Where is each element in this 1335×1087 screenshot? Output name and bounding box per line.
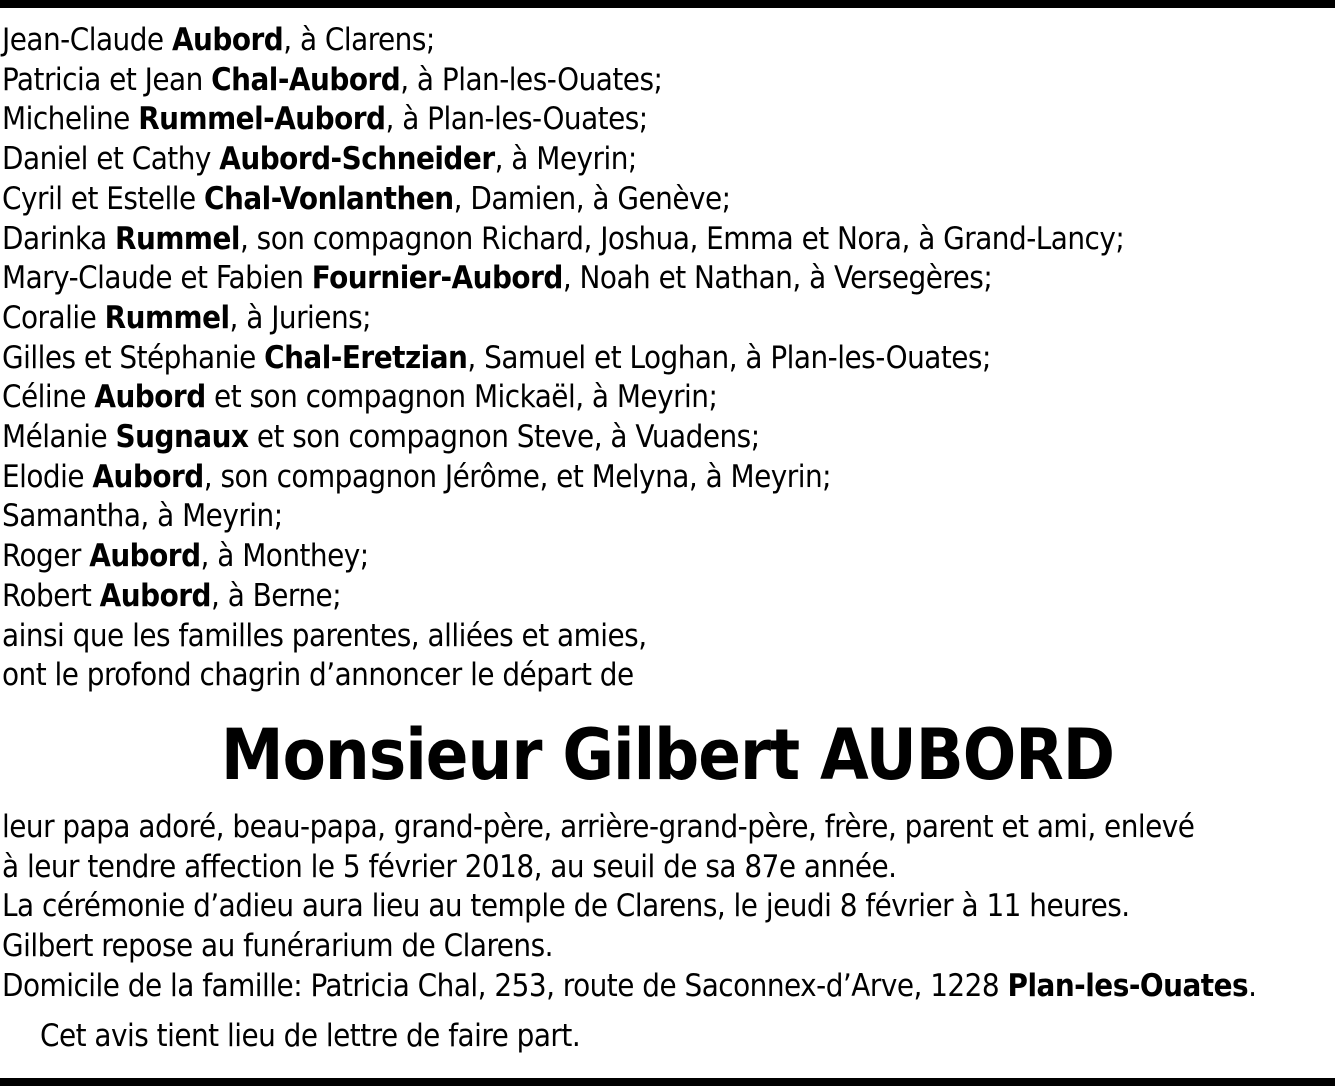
line-text: ainsi que les familles parentes, alliées et amies, (2, 617, 647, 654)
family-line (2, 418, 1333, 458)
family-name: Rummel (115, 220, 240, 257)
line-text: Jean-Claude (2, 22, 172, 58)
line-text: Robert (2, 577, 100, 614)
family-name: Chal-Vonlanthen (204, 180, 454, 217)
line-text: ont le profond chagrin d’annoncer le départ de (2, 657, 634, 694)
line-text: , son compagnon Richard, Joshua, Emma et Nora, à Grand-Lancy; (239, 220, 1125, 257)
family-line (2, 140, 1333, 180)
family-line (2, 259, 1333, 299)
line-text: Daniel et Cathy (2, 141, 220, 178)
notice-body (2, 808, 1333, 1007)
family-name: Chal-Aubord (211, 61, 401, 98)
line-text: Roger (2, 538, 90, 575)
family-line (2, 339, 1333, 379)
family-name: Aubord-Schneider (219, 141, 495, 178)
family-name: Chal-Eretzian (264, 339, 468, 376)
family-name: Fournier-Aubord (311, 260, 563, 297)
family-name: Rummel (104, 299, 230, 336)
line-text: , à Plan-les-Ouates; (400, 61, 663, 98)
line-text: Coralie (2, 299, 105, 336)
family-name: Sugnaux (115, 419, 249, 456)
family-line (2, 100, 1333, 140)
family-line (2, 299, 1333, 339)
deceased-name: Monsieur Gilbert AUBORD (220, 714, 1115, 796)
family-name: Plan-les-Ouates (1007, 967, 1249, 1004)
line-text: Gilles et Stéphanie (2, 339, 265, 376)
family-name: Aubord (171, 22, 284, 58)
family-line (2, 577, 1333, 617)
family-name: Aubord (99, 577, 211, 614)
family-name: Rummel-Aubord (138, 101, 386, 138)
line-text: , à Clarens; (283, 22, 435, 58)
line-text: Micheline (2, 101, 139, 138)
family-line (2, 497, 1333, 537)
line-text: Mary-Claude et Fabien (2, 260, 312, 297)
line-text: , à Juriens; (229, 299, 372, 336)
line-text: La cérémonie d’adieu aura lieu au temple de Clarens, le jeudi 8 février à 11 heures. (2, 888, 1130, 925)
family-line (2, 220, 1333, 260)
family-line (2, 537, 1333, 577)
line-text: Mélanie (2, 419, 116, 456)
family-line (2, 617, 1333, 657)
line-text: Céline (2, 379, 95, 416)
line-text: , à Meyrin; (494, 141, 637, 178)
bottom-rule (0, 1078, 1335, 1086)
line-text: . (1248, 967, 1257, 1004)
line-text: , à Plan-les-Ouates; (385, 101, 648, 138)
line-text: et son compagnon Mickaël, à Meyrin; (205, 379, 718, 416)
line-text: Elodie (2, 458, 93, 495)
line-text: , son compagnon Jérôme, et Melyna, à Meyrin; (203, 458, 832, 495)
family-line (2, 61, 1333, 101)
closing-note: Cet avis tient lieu de lettre de faire part. (40, 1018, 581, 1054)
family-list (2, 21, 1333, 696)
family-line (2, 458, 1333, 498)
line-text: Samantha, à Meyrin; (2, 498, 283, 535)
line-text: Cyril et Estelle (2, 180, 205, 217)
body-line (2, 927, 1333, 967)
body-line (2, 808, 1333, 848)
body-line (2, 848, 1333, 888)
family-line (2, 656, 1333, 696)
line-text: Gilbert repose au funérarium de Clarens. (2, 928, 553, 965)
line-text: , à Monthey; (200, 538, 369, 575)
line-text: à leur tendre affection le 5 février 2018, au seuil de sa 87e année. (2, 848, 897, 885)
line-text: , Damien, à Genève; (453, 180, 731, 217)
line-text: Darinka (2, 220, 116, 257)
family-line (2, 378, 1333, 418)
family-line (2, 180, 1333, 220)
line-text: et son compagnon Steve, à Vuadens; (248, 419, 760, 456)
body-line (2, 967, 1333, 1007)
line-text: , à Berne; (210, 577, 342, 614)
family-name: Aubord (94, 379, 206, 416)
body-line (2, 887, 1333, 927)
line-text: Domicile de la famille: Patricia Chal, 253, route de Saconnex-d’Arve, 1228 (2, 967, 1008, 1004)
line-text: , Noah et Nathan, à Versegères; (562, 260, 993, 297)
line-text: leur papa adoré, beau-papa, grand-père, arrière-grand-père, frère, parent et ami, enlevé (2, 809, 1195, 845)
family-name: Aubord (92, 458, 204, 495)
family-name: Aubord (89, 538, 201, 575)
line-text: Patricia et Jean (2, 61, 212, 98)
line-text: , Samuel et Loghan, à Plan-les-Ouates; (467, 339, 991, 376)
top-rule (0, 0, 1335, 8)
family-line (2, 21, 1333, 61)
